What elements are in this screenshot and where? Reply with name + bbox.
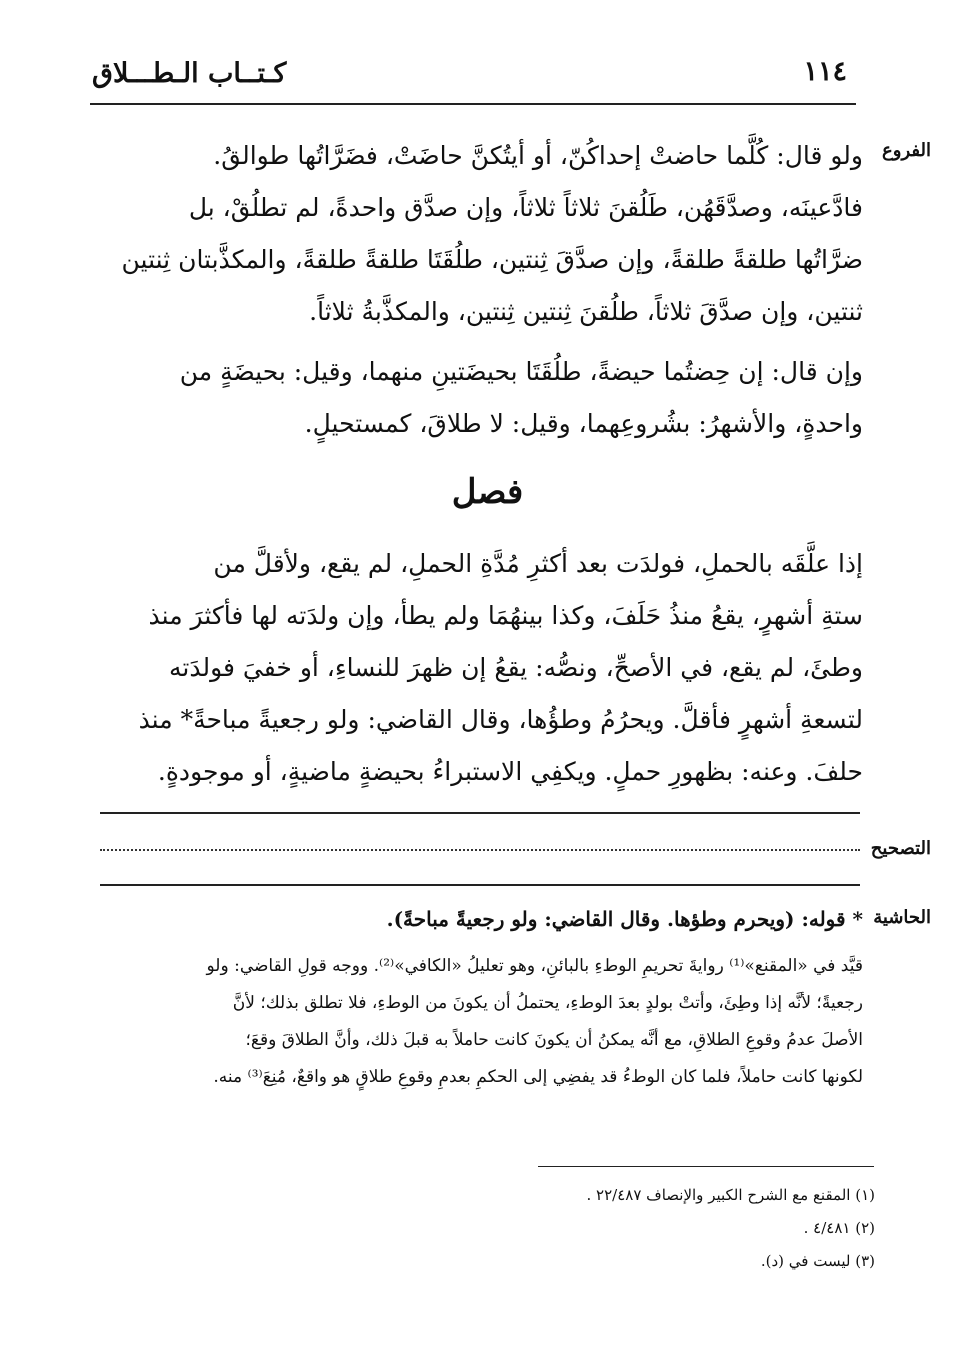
main-text-divider bbox=[100, 812, 860, 814]
footnote-3: (٣) ليست في (د). bbox=[760, 1252, 875, 1270]
hashiya-line: قيَّد في «المقنع»⁽¹⁾ روايةَ تحريمِ الوطءِ بالبائنِ، وهو تعليلُ «الكافي»⁽²⁾. ووجه قولِ القاضي: ولو bbox=[206, 956, 863, 976]
text-line: فادَّعينَه، وصدَّقَهُن، طَلُقنَ ثلاثاً ثلاثاً، وإن صدَّق واحدةً، لم تطلُقْ، بل bbox=[188, 193, 863, 222]
footnote-rule bbox=[538, 1166, 874, 1167]
main-paragraph-1 bbox=[103, 130, 863, 338]
section-title: فصل bbox=[451, 472, 524, 512]
main-paragraph-3 bbox=[103, 538, 863, 798]
hashiya-line: الأصلَ عدمُ وقوعِ الطلاقِ، مع أنَّه يمكنُ أن يكونَ كانت حاملاً به قبلَ ذلك، وأنَّ الطلاقَ وقعَ؛ bbox=[245, 1030, 863, 1050]
text-line: واحدةٍ، والأشهرُ: بشُروعِهما، وقيل: لا طلاقَ، كمستحيلٍ. bbox=[304, 409, 863, 438]
text-line: وإن قال: إن حِضتُما حيضةً، طلُقَتَا بحيضَتينِ منهما، وقيل: بحيضَةٍ من bbox=[179, 357, 863, 386]
hashiya-heading: * قوله: (ويحرم وطؤها. وقال القاضي: ولو رجعيةً مباحةً). bbox=[386, 907, 863, 931]
hashiya-line: رجعيةً؛ لأنَّه إذا وطِئَ، وأتتْ بولدٍ بعدَ الوطءِ، يحتملُ أن يكونَ من الوطءِ، فلا تطلق بذلك؛ لأنَّ bbox=[232, 993, 863, 1013]
text-line: ستةِ أشهرٍ، يقعُ منذُ حَلَفَ، وكذا بينهُمَا ولم يطأ، وإن ولدَته لها فأكثرَ منذ bbox=[148, 601, 863, 630]
hashiya-divider bbox=[100, 884, 860, 886]
footnote-1: (١) المقنع مع الشرح الكبير والإنصاف ٢٢/٤٨٧ . bbox=[586, 1186, 875, 1204]
text-line: لتسعةِ أشهرٍ فأقلَّ. ويحرُمُ وطؤُها، وقال القاضي: ولو رجعيةً مباحةً* منذ bbox=[138, 705, 863, 734]
text-line: ولو قال: كُلَّما حاضتْ إحداكُنّ، أو أيتُكنَّ حاضَتْ، فضَرَّاتُها طوالقُ. bbox=[213, 141, 863, 170]
running-header-title: كـتــاب الـطـــلاق bbox=[92, 58, 287, 89]
tashih-dotted-line bbox=[100, 849, 860, 851]
header-rule bbox=[90, 103, 856, 105]
page-number: ١١٤ bbox=[803, 56, 847, 87]
text-line: حلفَ. وعنه: بظهورِ حملٍ. ويكفِي الاستبراءُ بحيضةٍ ماضيةٍ، أو موجودةٍ. bbox=[157, 757, 863, 786]
text-line: وطئَ، لم يقع، في الأصحِّ، ونصُّه: يقعُ إن ظهرَ للنساءِ، أو خفيَ فولدَته bbox=[169, 653, 863, 682]
text-line: إذا علَّقَه بالحملِ، فولدَت بعد أكثرِ مُدَّةِ الحملِ، لم يقع، ولأقلَّ من bbox=[213, 549, 863, 578]
footnote-2: (٢) ٤/٤٨١ . bbox=[803, 1219, 875, 1237]
text-line: ثنتين، وإن صدَّقَ ثلاثاً، طلُقنَ ثِنتين ثِنتين، والمكذَّبةُ ثلاثاً. bbox=[309, 297, 863, 326]
text-line: ضرَّاتُها طلقةً طلقةً، وإن صدَّقَ ثِنتين، طلُقَتَا طلقةً طلقةً، والمكذَّبتان ثِنتين bbox=[121, 245, 863, 274]
margin-label-hashiya: الحاشية bbox=[873, 907, 931, 928]
margin-label-tashih: التصحيح bbox=[870, 838, 931, 859]
hashiya-line: لكونها كانت حاملاً، فلما كان الوطءُ قد يفضِي إلى الحكمِ بعدمِ وقوعِ طلاقٍ هو واقعٌ، مُنِعَ⁽³⁾ منه. bbox=[213, 1067, 863, 1087]
margin-label-furu: الفروع bbox=[882, 140, 931, 161]
main-paragraph-2 bbox=[103, 346, 863, 450]
hashiya-body bbox=[103, 948, 863, 1096]
